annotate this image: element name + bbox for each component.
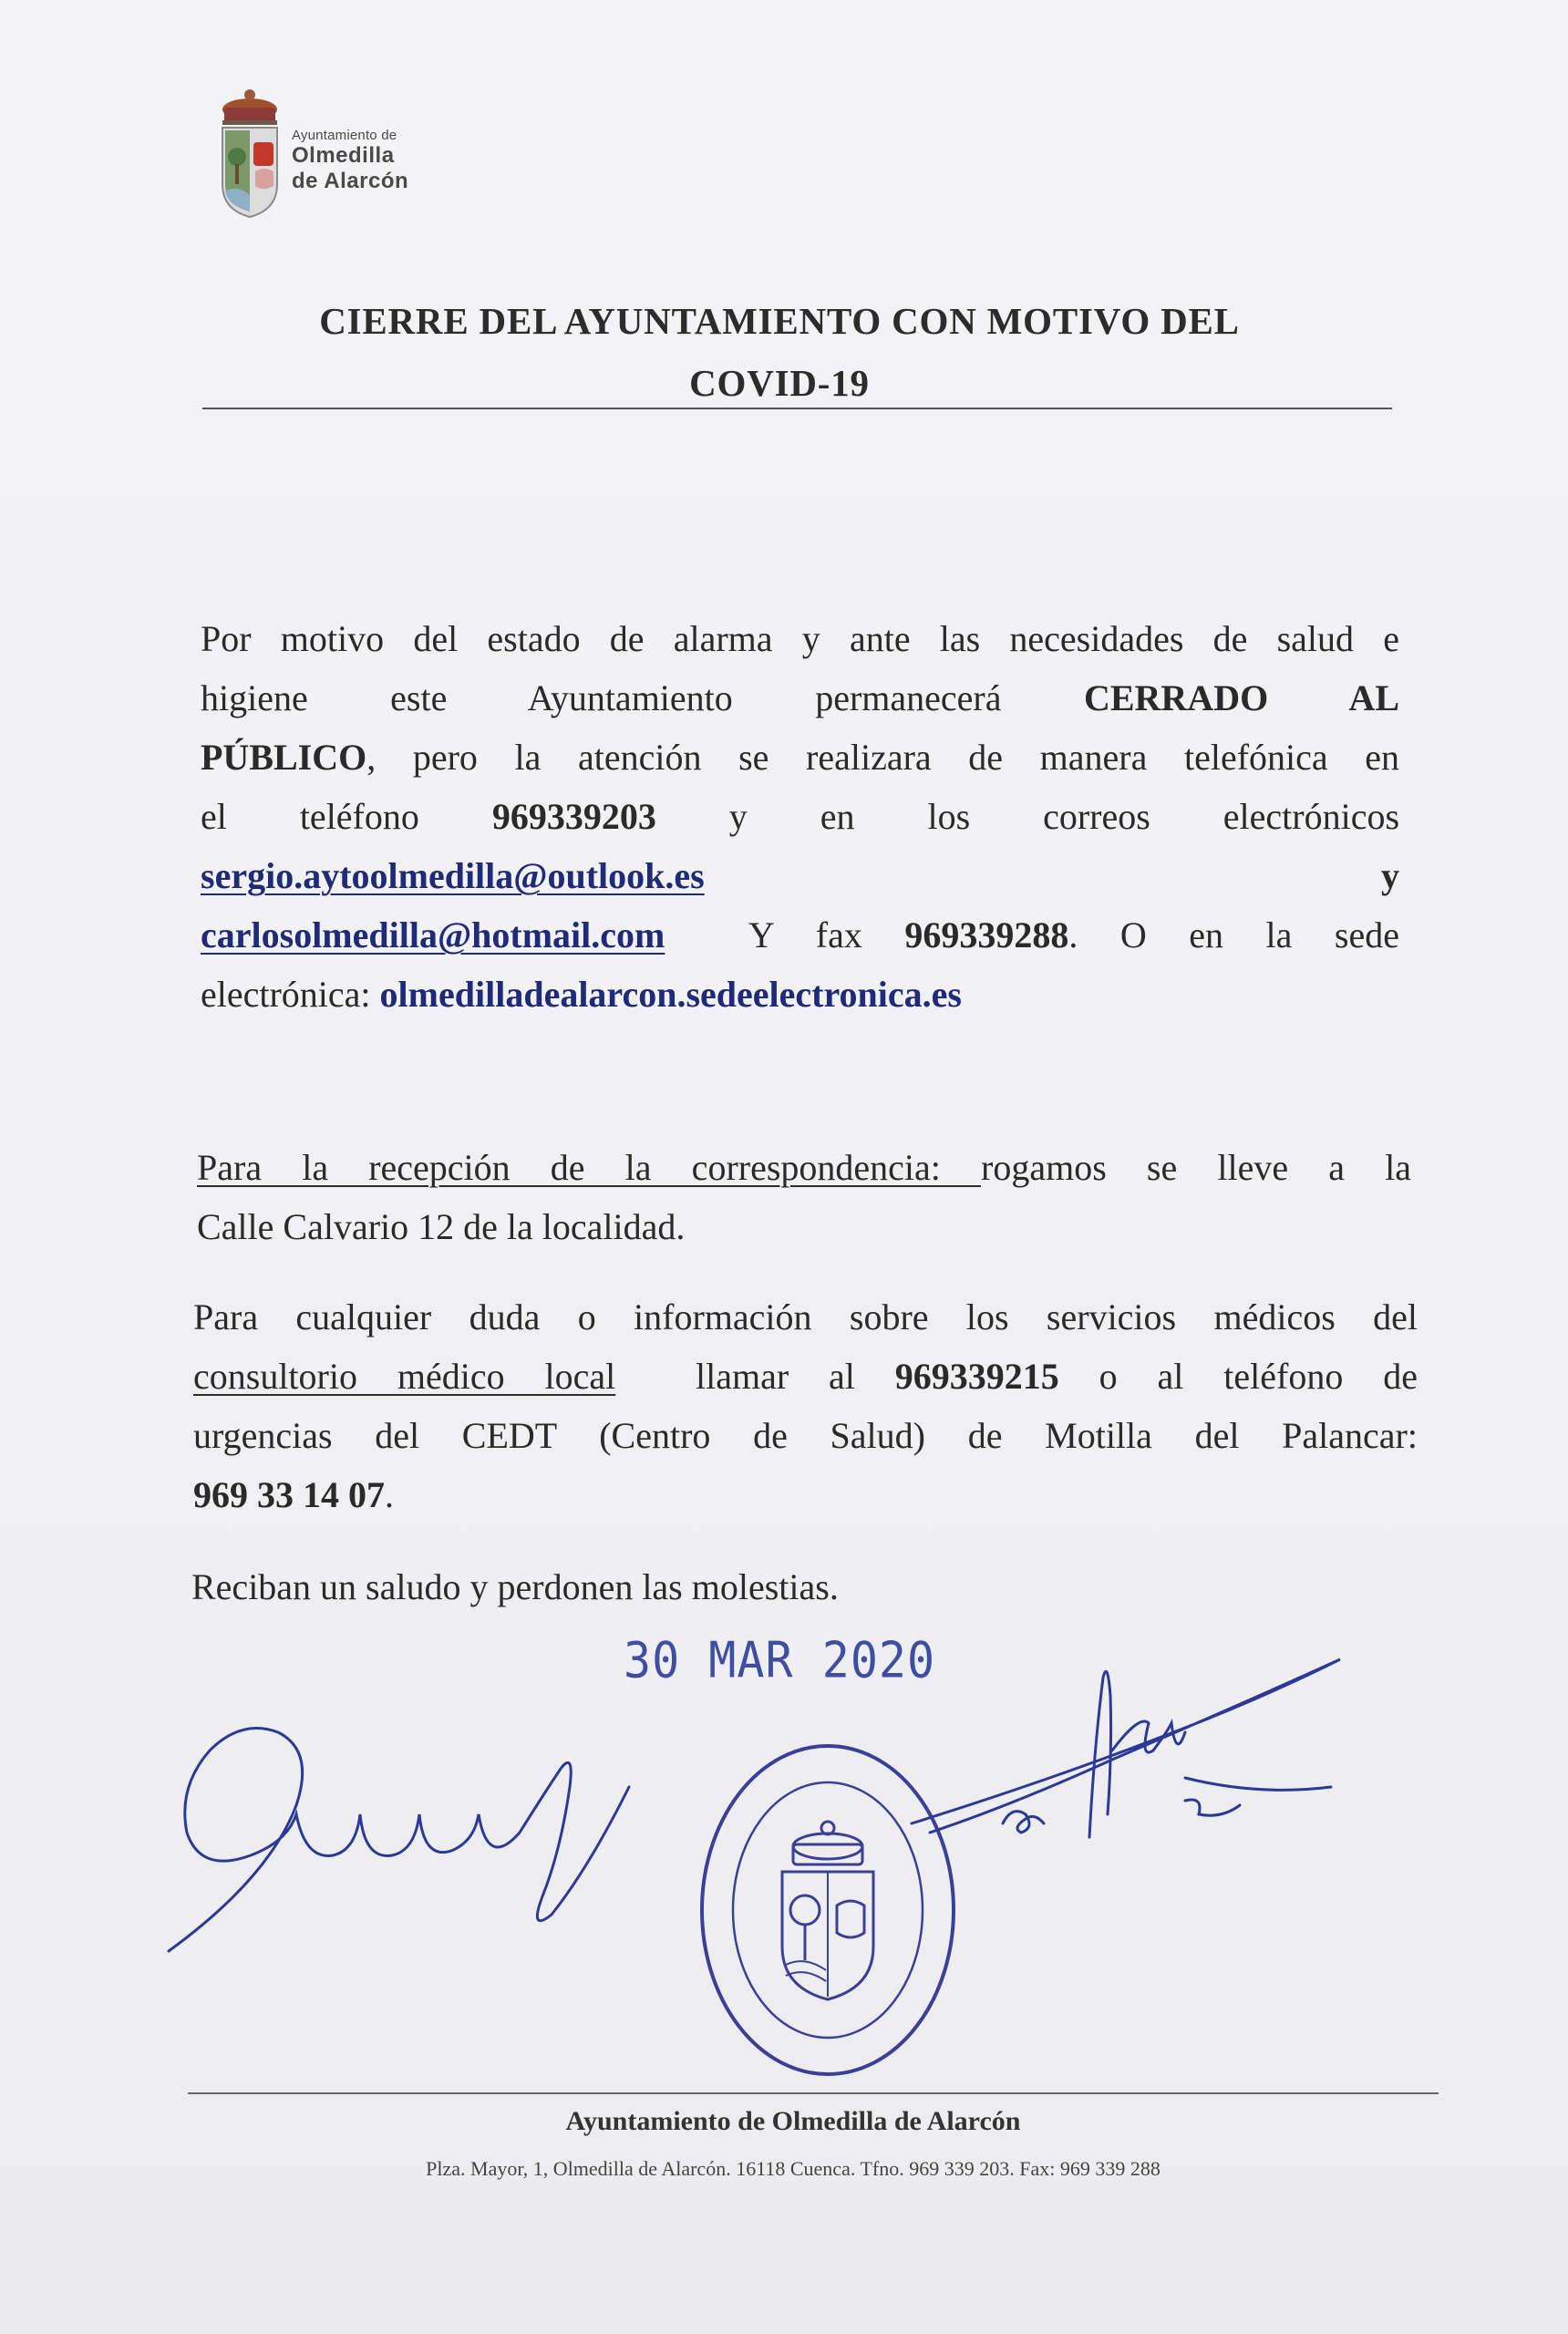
signature-right: [875, 1641, 1349, 1869]
text-segment: y: [1381, 855, 1399, 896]
title-divider: [202, 408, 1392, 409]
municipal-logo: [211, 84, 485, 221]
clinic-phone-number: 969339215: [894, 1356, 1059, 1397]
title-line-2: COVID-19: [689, 362, 870, 404]
text-line: [193, 1347, 1418, 1406]
text-segment: urgencias del CEDT (Centro de Salud) de Motilla del Palancar:: [193, 1415, 1418, 1456]
closed-emphasis: CERRADO AL: [1083, 677, 1400, 718]
text-segment: Reciban un saludo y perdonen las molestias.: [191, 1566, 839, 1607]
text-segment: llamar al: [615, 1356, 895, 1397]
local-clinic-label: consultorio médico local: [193, 1356, 616, 1397]
text-segment: el teléfono: [201, 796, 492, 837]
text-line: [201, 905, 1399, 965]
logo-town-name-suffix: de Alarcón: [292, 169, 409, 193]
text-line: [201, 965, 1399, 1024]
medical-services-paragraph: [193, 1287, 1418, 1524]
text-line: [197, 1138, 1411, 1197]
correspondence-heading: Para la recepción de la correspondencia:: [197, 1147, 982, 1188]
text-segment: . O en la sede: [1068, 914, 1399, 955]
text-line: [197, 1197, 1411, 1256]
text-line: [193, 1287, 1418, 1347]
text-segment: higiene este Ayuntamiento permanecerá: [201, 677, 1084, 718]
text-segment: Calle Calvario 12 de la localidad.: [197, 1206, 686, 1247]
text-segment: electrónica:: [201, 974, 380, 1015]
closure-notice-paragraph: [201, 609, 1399, 1024]
coat-of-arms-icon: [211, 84, 289, 221]
text-line: [193, 1406, 1418, 1465]
email-link-carlos[interactable]: carlosolmedilla@hotmail.com: [201, 914, 665, 955]
text-segment: .: [385, 1474, 394, 1515]
title-line-1: CIERRE DEL AYUNTAMIENTO CON MOTIVO DEL: [319, 300, 1240, 342]
logo-town-name: Olmedilla: [292, 143, 395, 168]
e-office-website-link[interactable]: olmedilladealarcon.sedeelectronica.es: [379, 974, 962, 1015]
email-link-sergio[interactable]: sergio.aytoolmedilla@outlook.es: [201, 855, 705, 896]
footer-divider: [188, 2092, 1439, 2094]
correspondence-paragraph: [197, 1138, 1411, 1256]
text-segment: , pero la atención se realizara de manera telefónica en: [366, 737, 1399, 778]
text-segment: Y fax: [665, 914, 905, 955]
text-line: [201, 728, 1399, 787]
text-line: [201, 787, 1399, 846]
text-line: [201, 668, 1399, 728]
logo-caption: Ayuntamiento de: [292, 128, 397, 143]
footer-address: Plza. Mayor, 1, Olmedilla de Alarcón. 16118 Cuenca. Tfno. 969 339 203. Fax: 969 339 288: [426, 2157, 1161, 2180]
phone-number: 969339203: [491, 796, 656, 837]
emergency-phone-number: 969 33 14 07: [193, 1474, 385, 1515]
text-line: [201, 846, 1399, 905]
date-stamp: 30 MAR 2020: [624, 1631, 936, 1689]
text-segment: rogamos se lleve a la: [981, 1147, 1411, 1188]
fax-number: 969339288: [904, 914, 1069, 955]
signature-left: [160, 1678, 634, 1969]
text-segment: y en los correos electrónicos: [655, 796, 1400, 837]
closing-greeting: [191, 1557, 1416, 1616]
footer-organization-name: Ayuntamiento de Olmedilla de Alarcón: [565, 2106, 1021, 2136]
text-line: [193, 1465, 1418, 1524]
text-segment: o al teléfono de: [1058, 1356, 1418, 1397]
text-line: [201, 609, 1399, 668]
text-segment: Por motivo del estado de alarma y ante las necesidades de salud e: [201, 618, 1399, 659]
document-title: [219, 290, 1340, 414]
logo-text: [292, 128, 408, 194]
public-emphasis: PÚBLICO: [201, 737, 367, 778]
text-segment: Para cualquier duda o información sobre los servicios médicos del: [193, 1296, 1418, 1337]
